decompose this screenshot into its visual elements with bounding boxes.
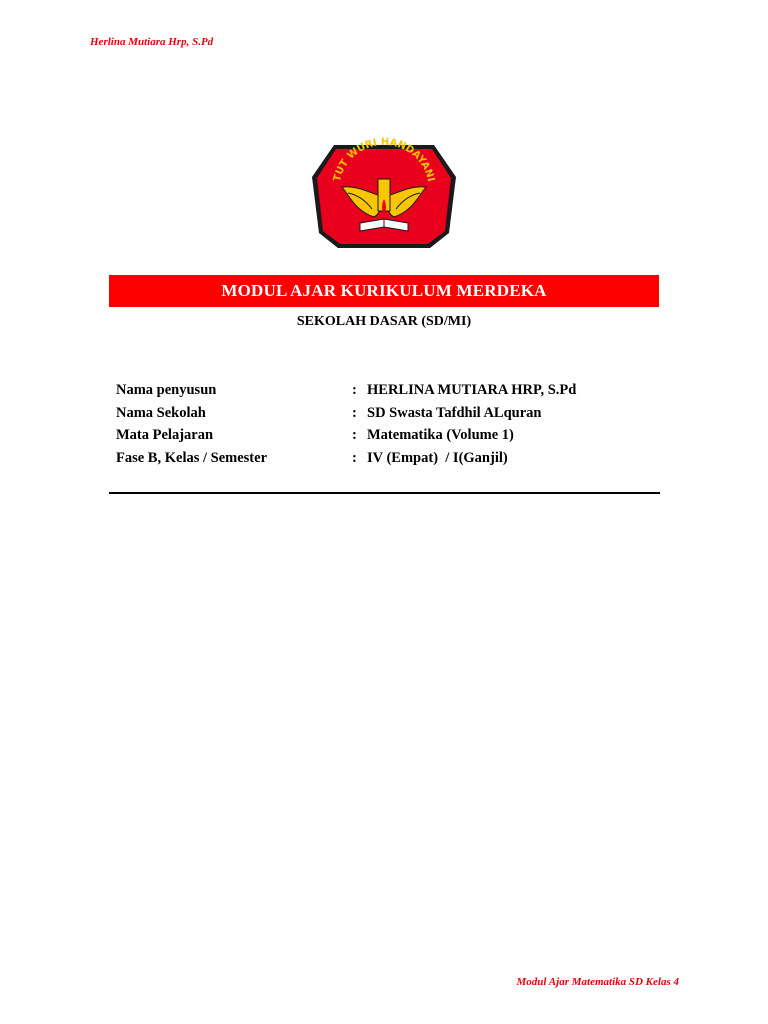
info-row-phase-class-semester — [116, 447, 666, 470]
info-colon: : — [352, 427, 357, 443]
info-label: Fase B, Kelas / Semester — [116, 449, 268, 466]
info-value: HERLINA MUTIARA HRP, S.Pd — [367, 382, 577, 398]
info-row-subject — [116, 424, 666, 447]
info-label: Nama penyusun — [116, 382, 217, 398]
info-row-school — [116, 402, 666, 425]
info-value: IV (Empat) / I(Ganjil) — [367, 449, 508, 466]
logo-motto-text: TUT WURI HANDAYANI — [331, 136, 437, 183]
info-value: SD Swasta Tafdhil ALquran — [367, 404, 542, 421]
info-row-author — [116, 379, 666, 402]
module-title-banner: MODUL AJAR KURIKULUM MERDEKA — [109, 275, 659, 307]
page-header-author: Herlina Mutiara Hrp, S.Pd — [90, 36, 214, 48]
module-info-list — [116, 379, 666, 469]
tut-wuri-handayani-logo-icon — [312, 135, 456, 250]
info-label: Nama Sekolah — [116, 404, 206, 421]
page-footer-text: Modul Ajar Matematika SD Kelas 4 — [516, 976, 679, 988]
divider-line — [109, 492, 660, 494]
info-value: Matematika (Volume 1) — [367, 427, 514, 443]
info-label: Mata Pelajaran — [116, 427, 214, 443]
info-colon: : — [352, 404, 357, 421]
info-colon: : — [352, 449, 357, 466]
school-level-subtitle: SEKOLAH DASAR (SD/MI) — [296, 314, 472, 329]
info-colon: : — [352, 382, 357, 398]
